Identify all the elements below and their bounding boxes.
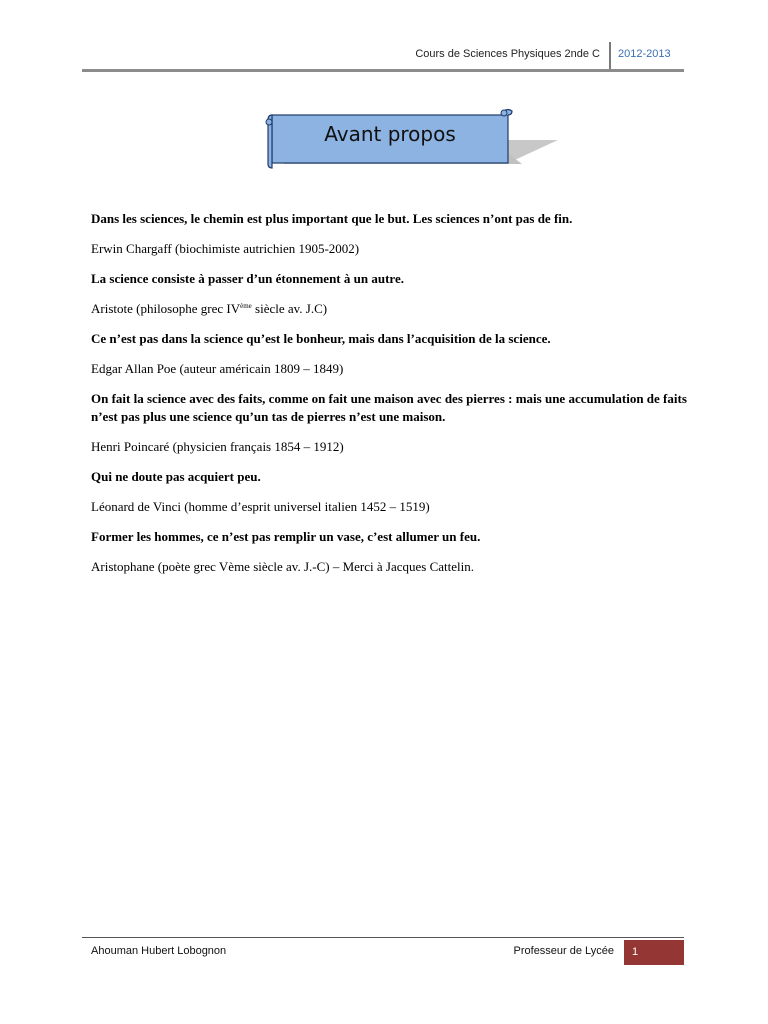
quote-text: Qui ne doute pas acquiert peu.: [91, 469, 261, 484]
page-header: [82, 40, 684, 74]
quote-author: Henri Poincaré (physicien français 1854 – 1912): [91, 439, 344, 454]
quote-author: Edgar Allan Poe (auteur américain 1809 – 1849): [91, 361, 344, 376]
footer-author-name: Ahouman Hubert Lobognon: [91, 945, 227, 957]
footer-author-role: Professeur de Lycée: [513, 945, 614, 957]
quote-text: On fait la science avec des faits, comme on fait une maison avec des pierres : mais une accumulation de faits n’est pas plus une science qu’un tas de pierres n’est une maison.: [91, 391, 687, 424]
superscript-ordinal: ème: [240, 302, 252, 310]
quote-text: Dans les sciences, le chemin est plus important que le but. Les sciences n’ont pas de fin.: [91, 211, 573, 226]
page-title: Avant propos: [324, 122, 456, 146]
footer-rule: [82, 937, 684, 938]
header-school-year: 2012-2013: [618, 48, 671, 60]
page-number-badge: 1: [624, 940, 684, 965]
quote-author: Aristophane (poète grec Vème siècle av. J.-C) – Merci à Jacques Cattelin.: [91, 559, 474, 574]
page-footer: [82, 937, 684, 967]
quote-author: Léonard de Vinci (homme d’esprit universel italien 1452 – 1519): [91, 499, 430, 514]
header-course-title: Cours de Sciences Physiques 2nde C: [415, 48, 600, 60]
title-scroll-banner: [260, 108, 560, 172]
quote-text: Ce n’est pas dans la science qu’est le bonheur, mais dans l’acquisition de la science.: [91, 331, 551, 346]
quote-author: Erwin Chargaff (biochimiste autrichien 1905-2002): [91, 241, 360, 256]
header-rule: [82, 69, 684, 72]
header-separator: [609, 42, 611, 72]
quote-text: La science consiste à passer d’un étonnement à un autre.: [91, 271, 404, 286]
quote-text: Former les hommes, ce n’est pas remplir un vase, c’est allumer un feu.: [91, 529, 481, 544]
quote-author: Aristote (philosophe grec IVème siècle av. J.C): [91, 301, 328, 316]
quotes-list: [91, 210, 691, 588]
